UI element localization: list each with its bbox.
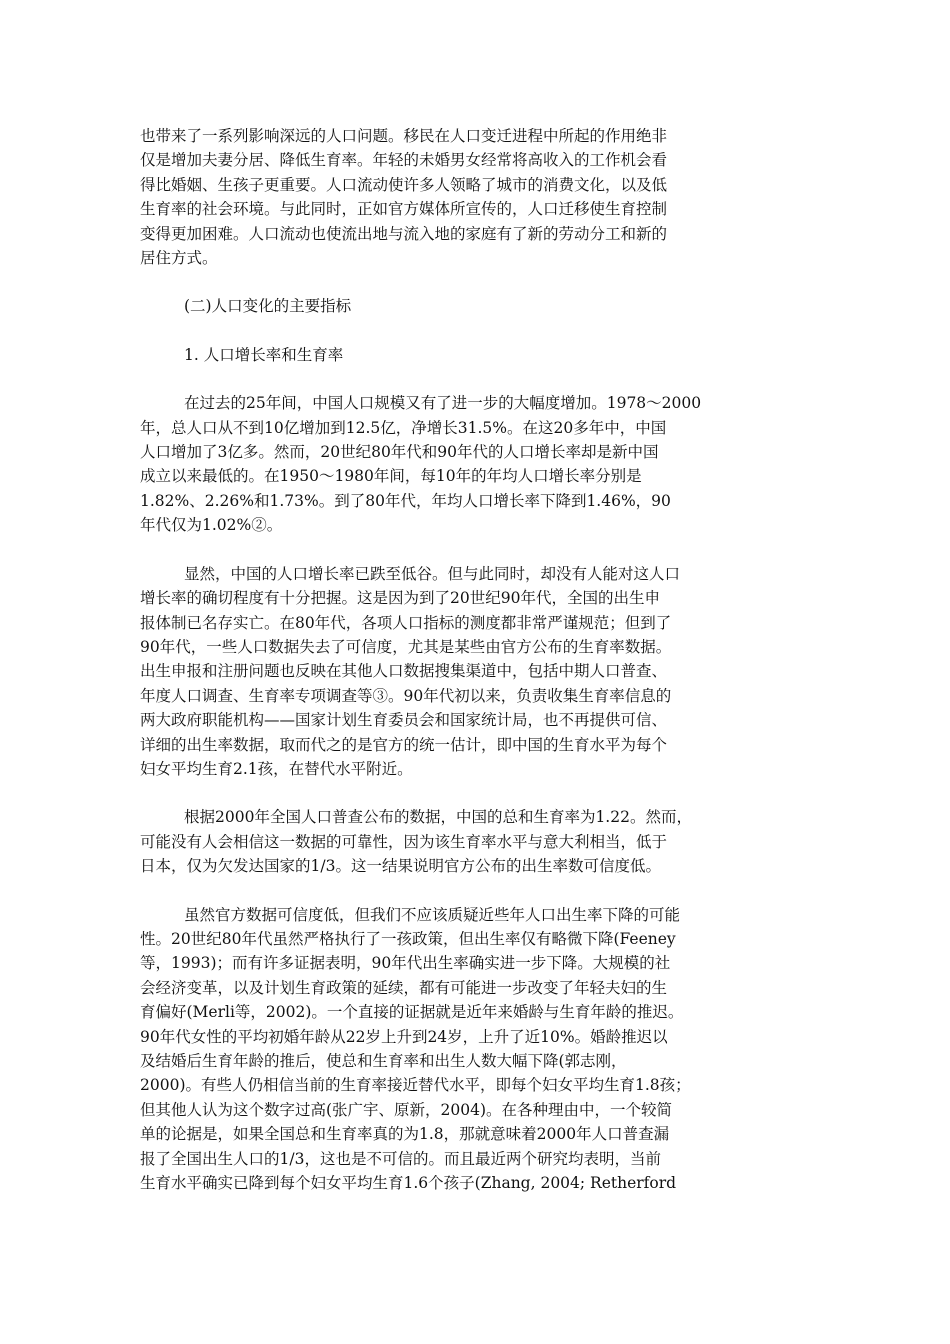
document-body [140, 124, 800, 1195]
paragraph-population-growth: 在过去的25年间，中国人口规模又有了进一步的大幅度增加。1978～2000 年，总人口从不到10亿增加到12.5亿，净增长31.5%。在这20多年中，中国 人口增加了3亿多。然而，20世纪80年代和90年代的人口增长率却是新中国 成立以来最低的。在1950～1980年间，每10年的年均人口增长率分别是 1.82%、2.26%和1.73%。到了80年代，年均人口增长率下降到1.46%，90 年代仅为1.02%②。 [140, 394, 702, 535]
paragraph-data-reliability: 显然，中国的人口增长率已跌至低谷。但与此同时，却没有人能对这人口 增长率的确切程度有十分把握。这是因为到了20世纪90年代，全国的出生申 报体制已名存实亡。在80年代，各项人口指标的测度都非常严谨规范；但到了 90年代，一些人口数据失去了可信度，尤其是某些由官方公布的生育率数据。 出生申报和注册问题也反映在其他人口数据搜集渠道中，包括中期人口普查、 年度人口调查、生育率专项调查等③。90年代初以来，负责收集生育率信息的 两大政府职能机构——国家计划生育委员会和国家统计局，也不再提供可信、 详细的出生率数据，取而代之的是官方的统一估计，即中国的生育水平为每个 妇女平均生育2.1孩，在替代水平附近。 [140, 564, 681, 778]
subsection-heading-growth-and-fertility: 1. 人口增长率和生育率 [184, 345, 344, 364]
paragraph-census-2000: 根据2000年全国人口普查公布的数据，中国的总和生育率为1.22。然而， 可能没有人会相信这一数据的可靠性，因为该生育率水平与意大利相当，低于 日本，仅为欠发达国家的1/3。这一结果说明官方公布的出生率数可信度低。 [140, 808, 692, 876]
paragraph-migration-effects: 也带来了一系列影响深远的人口问题。移民在人口变迁进程中所起的作用绝非 仅是增加夫妻分居、降低生育率。年轻的未婚男女经常将高收入的工作机会看 得比婚姻、生孩子更重要。人口流动使许多人领略了城市的消费文化，以及低 生育率的社会环境。与此同时，正如官方媒体所宣传的，人口迁移使生育控制 变得更加困难。人口流动也使流出地与流入地的家庭有了新的劳动分工和新的 居住方式。 [140, 127, 668, 268]
section-heading-population-indicators: (二)人口变化的主要指标 [184, 297, 352, 316]
paragraph-fertility-decline: 虽然官方数据可信度低，但我们不应该质疑近些年人口出生率下降的可能 性。20世纪80年代虽然严格执行了一孩政策，但出生率仅有略微下降(Feeney 等，1993)；而有许多证据表明，90年代出生率确实进一步下降。大规模的社 会经济变革，以及计划生育政策的延续，都有可能进一步改变了年轻夫妇的生 育偏好(Merli等，2002)。一个直接的证据就是近年来婚龄与生育年龄的推迟。 90年代女性的平均初婚年龄从22岁上升到24岁，上升了近10%。婚龄推迟以 及结婚后生育年龄的推后，使总和生育率和出生人数大幅下降(郭志刚， 2000)。有些人仍相信当前的生育率接近替代水平，即每个妇女平均生育1.8孩； 但其他人认为这个数字过高(张广宇、原新，2004)。在各种理由中，一个较简 单的论据是，如果全国总和生育率真的为1.8，那就意味着2000年人口普查漏 报了全国出生人口的1/3，这也是不可信的。而且最近两个研究均表明，当前 生育水平确实已降到每个妇女平均生育1.6个孩子(Zhang, 2004; Retherford [140, 905, 691, 1193]
